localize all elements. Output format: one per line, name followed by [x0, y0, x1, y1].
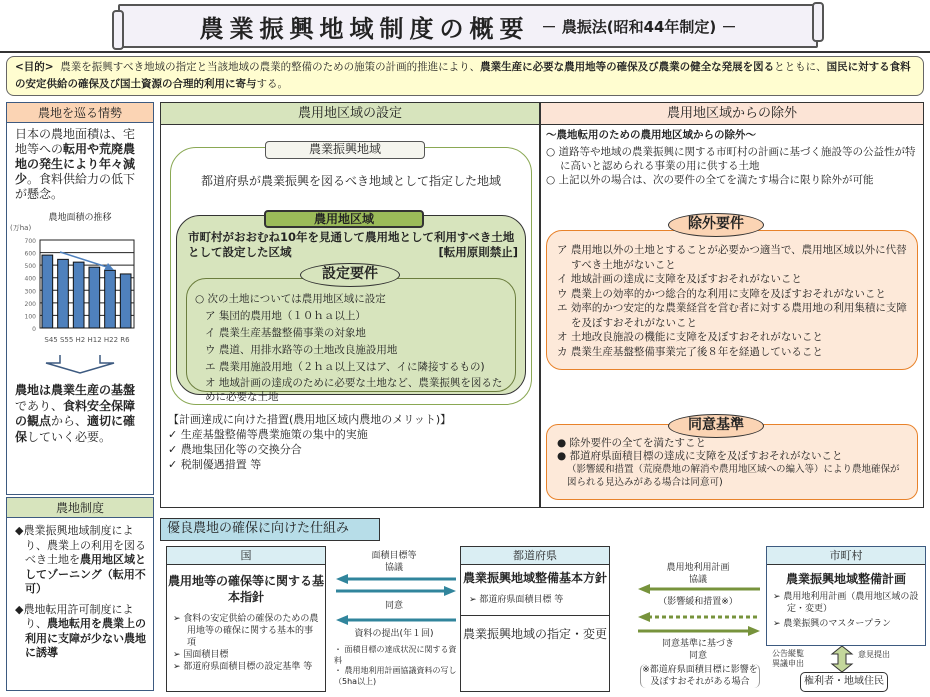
svg-text:300: 300: [24, 288, 36, 296]
arrow-label: （影響緩和措置※）: [658, 597, 738, 607]
prefecture-heading: 都道府県: [461, 547, 609, 565]
chart-ylabel: (万ha): [10, 224, 32, 232]
req-item: エ 農業用施設用地（２ｈａ以上又はア、イに隣接するもの): [205, 361, 485, 373]
req-item: オ 地域計画の達成のために必要な土地など、農業振興を図るために必要な土地: [205, 377, 503, 403]
req-intro: ○ 次の土地については農用地区域に設定: [195, 293, 386, 305]
impact-note: ※都道府県面積目標に影響を及ぼすおそれがある場合: [640, 664, 760, 688]
exclusion-intro-item: ○ 道路等や地域の農業振興に関する市町村の計画に基づく施設等の公益性が特に高いと認められる事業の用に供する土地: [546, 146, 916, 172]
public-notice-labels: [772, 649, 804, 669]
req-item: ア 集団的農用地（１０ｈａ以上）: [205, 310, 366, 322]
municipality-plan-list: [767, 587, 925, 630]
exreq-item: オ 土地改良施設の機能に支障を及ぼすおそれがないこと: [557, 331, 823, 343]
text-bold: 適切に確保: [15, 414, 136, 444]
system-item: [15, 524, 148, 597]
note: ・ 面積目標の達成状況に関する資料: [334, 645, 457, 665]
agree-note: （影響緩和措置（荒廃農地の解消や農用地区域への編入等）により農地確保が図られる見込みがある場合は同意可): [567, 464, 900, 488]
title-sub: － 農振法(昭和44年制定) －: [541, 17, 737, 36]
promotion-area-designation: 農業振興地域の指定・変更: [461, 615, 609, 642]
svg-text:600: 600: [24, 250, 36, 258]
list-item: ➢ 農業振興のマスタープラン: [773, 619, 891, 629]
list-item: ➢ 都道府県面積目標 等: [469, 595, 564, 605]
right-arrow-icon: [638, 626, 760, 636]
merit-list: [168, 412, 528, 472]
text-bold: 転用や荒廃農地の発生により年々減少: [15, 142, 136, 186]
system-heading: 農地制度: [7, 498, 153, 518]
req-item: ウ 農道、用排水路等の土地改良施設用地: [205, 344, 398, 356]
text: 同意: [688, 651, 707, 661]
arrow-label: [636, 562, 760, 586]
note: ・ 農用地利用計画協議資料の写し（5ha以上): [334, 666, 457, 686]
national-gov-heading: 国: [167, 547, 325, 565]
agri-land-zone-text: [188, 230, 518, 260]
list-item: ➢ 国面積目標: [173, 650, 229, 660]
text: 異議申出: [772, 659, 804, 668]
purpose-text: 農業を振興すべき地域の指定と当該地域の農業的整備のための施策の計画的推進により、: [60, 61, 481, 73]
list-item: ➢ 食料の安定供給の確保のための農用地等の確保に関する基本的事項: [173, 614, 319, 648]
svg-text:700: 700: [24, 238, 36, 245]
bar-chart: [10, 233, 150, 348]
text: 。食料供給力の低下が懸念。: [15, 172, 136, 201]
title-main: 農業振興地域制度の概要: [199, 14, 530, 43]
text: から、: [51, 414, 88, 428]
purpose-bold: 国民に対する食料の安定供給の確保及び国土資源の合理的利用に寄与: [15, 61, 911, 90]
title-divider: [0, 51, 930, 53]
national-policy-list: [167, 605, 325, 673]
municipality-heading: 市町村: [767, 547, 925, 565]
svg-text:100: 100: [24, 313, 36, 321]
arrow-label: 資料の提出(年１回): [354, 629, 434, 639]
agri-land-zone-label: 農用地区域: [264, 210, 424, 228]
agree-item: ● 除外要件の全てを満たすこと: [557, 437, 706, 449]
exclusion-intro-item: ○ 上記以外の場合は、次の要件の全てを満たす場合に限り除外が可能: [546, 174, 874, 186]
text-bold: 食料安全保障の観点: [15, 398, 136, 428]
submission-notes: [334, 645, 458, 687]
mechanism-title: 優良農地の確保に向けた仕組み: [160, 518, 380, 541]
exreq-item: カ 農業生産基盤整備事業完了後８年を経過していること: [557, 345, 823, 358]
situation-text: [7, 123, 153, 206]
prefecture-policy-title: 農業振興地域整備基本方針: [462, 571, 607, 585]
text: 協議: [688, 575, 707, 585]
arrow-label: 同意: [384, 601, 403, 611]
left-arrow-icon: [336, 615, 456, 625]
svg-text:S45 S55 H2 H12 H22 R6: S45 S55 H2 H12 H22 R6: [44, 336, 130, 344]
text: であり、: [15, 398, 64, 413]
consent-criteria-label: 同意基準: [668, 414, 764, 438]
arrow-label: [332, 550, 456, 574]
promotion-area-text: 都道府県が農業振興を図るべき地域として指定した地域: [200, 174, 501, 188]
purpose-label: <目的>: [15, 61, 54, 73]
merit-item: ✓ 税制優遇措置 等: [168, 458, 262, 471]
text: ◆農地転用許可制度により、: [15, 602, 134, 630]
conversion-ban-tag: [転用原則禁止]: [438, 245, 518, 259]
text: していく必要。: [27, 429, 112, 444]
merit-item: ✓ 農地集団化等の交換分合: [168, 443, 302, 456]
national-gov-box: [166, 546, 326, 692]
exclusion-requirements-label: 除外要件: [668, 213, 764, 237]
bidirectional-arrow-icon: [336, 574, 456, 600]
system-item: [15, 603, 148, 661]
list-item: ➢ 都道府県面積目標の設定基準 等: [173, 662, 313, 672]
svg-text:500: 500: [24, 263, 36, 271]
purpose-box: [6, 56, 924, 96]
exclusion-requirements-box: [546, 230, 918, 370]
residents-box: 権利者・地域住民: [800, 672, 888, 692]
arrow-label: [636, 638, 760, 662]
opinion-label: 意見提出: [858, 650, 890, 659]
municipality-plan-title: 農業振興地域整備計画: [785, 572, 906, 586]
svg-text:200: 200: [24, 300, 36, 308]
left-arrow-icon: [638, 584, 760, 594]
svg-text:400: 400: [24, 275, 36, 283]
text: 日本の農地面積は、宅地等への: [15, 127, 136, 156]
updown-arrow-icon: [830, 646, 854, 672]
national-policy-title: 農用地等の確保等に関する基本指針: [167, 574, 324, 604]
purpose-text: とともに、: [774, 61, 827, 73]
text: 同意基準に基づき: [661, 639, 734, 649]
list-item: ➢ 農用地利用計画（農用地区域の設定・変更）: [773, 592, 919, 614]
exclusion-subtitle: ～農地転用のための農用地区域からの除外～: [546, 129, 756, 141]
zone-setting-heading: 農用地区域の設定: [161, 103, 539, 125]
farmland-area-chart: [10, 210, 150, 350]
farmland-system-panel: [6, 497, 154, 691]
exreq-item: イ 地域計画の達成に支障を及ぼすおそれがないこと: [557, 273, 802, 285]
dashed-left-arrow-icon: [638, 612, 760, 622]
situation-conclusion: [7, 379, 153, 449]
exreq-item: エ 効率的かつ安定的な農業経営を営む者に対する農用地の利用集積に支障を及ぼすおそれがないこと: [557, 302, 907, 329]
text-bold: （転用不可）: [25, 567, 146, 595]
page-title: [118, 4, 818, 48]
req-item: イ 農業生産基盤整備事業の対象地: [205, 327, 366, 339]
text-bold: 農地は農業生産の基盤: [15, 383, 136, 397]
purpose-text: する。: [256, 78, 288, 90]
text: 協議: [384, 563, 403, 573]
text: 農用地利用計画: [666, 563, 730, 573]
svg-text:0: 0: [32, 326, 36, 333]
exclusion-heading: 農用地区域からの除外: [541, 103, 923, 125]
exreq-item: ア 農用地以外の土地とすることが必要かつ適当で、農用地区域以外に代替すべき土地がないこと: [557, 244, 907, 271]
exreq-item: ウ 農業上の効率的かつ総合的な利用に支障を及ぼすおそれがないこと: [557, 287, 886, 300]
merit-item: ✓ 生産基盤整備等農業施策の集中的実施: [168, 428, 368, 441]
situation-heading: 農地を巡る情勢: [7, 103, 153, 123]
purpose-bold: 農業生産に必要な農用地等の確保及び農業の健全な発展を図る: [480, 61, 775, 73]
text: 面積目標等: [371, 551, 417, 561]
setting-requirements-box: [186, 278, 516, 403]
municipality-box: [766, 546, 926, 646]
chart-title: 農地面積の推移: [48, 213, 112, 223]
merit-title: 【計画達成に向けた措置(農用地区域内農地のメリット)】: [168, 413, 452, 426]
text: 公告縦覧: [772, 649, 804, 658]
system-list: [7, 518, 153, 661]
text-bold: 農用地区域としてゾーニング: [25, 553, 146, 581]
text: ◆農業振興地域制度により、農業上の利用を図るべき土地を: [15, 524, 146, 566]
down-arrow-icon: [7, 353, 153, 379]
agree-item: ● 都道府県面積目標の達成に支障を及ぼすおそれがないこと: [557, 450, 843, 462]
text-bold: 農地転用を農業上の利用に支障が少ない農地に誘導: [25, 617, 146, 659]
exclusion-intro: [546, 128, 918, 187]
prefecture-box: [460, 546, 610, 692]
text: 市町村がおおむね10年を見通して農用地として利用すべき土地として設定した区域: [188, 230, 515, 259]
promotion-area-label: 農業振興地域: [265, 141, 425, 159]
setting-requirements-label: 設定要件: [300, 263, 400, 287]
